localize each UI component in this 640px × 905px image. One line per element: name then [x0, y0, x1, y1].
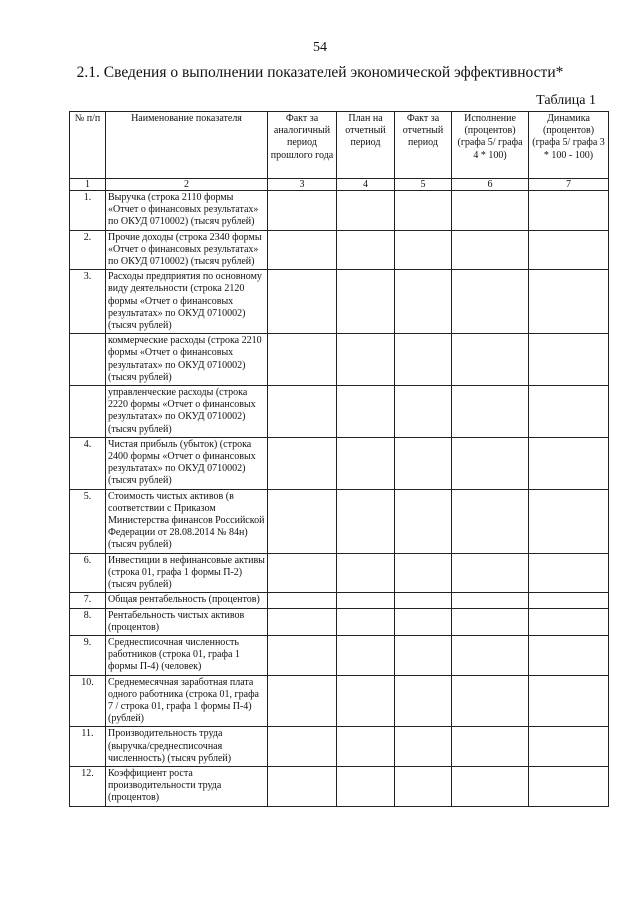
value-cell	[337, 489, 395, 553]
column-header: Факт за отчетный период	[395, 112, 452, 179]
value-cell	[395, 489, 452, 553]
table-row	[70, 386, 609, 438]
column-header: Факт за аналогичный период прошлого года	[268, 112, 337, 179]
value-cell	[395, 334, 452, 386]
indicator-name: Выручка (строка 2110 формы «Отчет о финансовых результатах» по ОКУД 0710002) (тысяч рублей)	[106, 191, 268, 231]
indicator-name: коммерческие расходы (строка 2210 формы «Отчет о финансовых результатах» по ОКУД 0710002) (тысяч рублей)	[106, 334, 268, 386]
row-number: 3.	[70, 270, 106, 334]
row-number: 11.	[70, 727, 106, 767]
value-cell	[395, 608, 452, 635]
value-cell	[529, 675, 609, 727]
value-cell	[337, 437, 395, 489]
value-cell	[268, 489, 337, 553]
value-cell	[529, 191, 609, 231]
value-cell	[452, 191, 529, 231]
value-cell	[452, 386, 529, 438]
indicator-name: Чистая прибыль (убыток) (строка 2400 формы «Отчет о финансовых результатах» по ОКУД 0710002) (тысяч рублей)	[106, 437, 268, 489]
value-cell	[337, 675, 395, 727]
row-number: 9.	[70, 635, 106, 675]
value-cell	[337, 635, 395, 675]
column-number: 2	[106, 179, 268, 191]
indicator-name: Коэффициент роста производительности труда (процентов)	[106, 766, 268, 806]
column-number: 1	[70, 179, 106, 191]
value-cell	[395, 191, 452, 231]
value-cell	[452, 608, 529, 635]
table-row	[70, 608, 609, 635]
value-cell	[395, 635, 452, 675]
column-header: План на отчетный период	[337, 112, 395, 179]
indicator-name: Расходы предприятия по основному виду деятельности (строка 2120 формы «Отчет о финансовых результатах» по ОКУД 0710002) (тысяч рублей)	[106, 270, 268, 334]
value-cell	[337, 608, 395, 635]
row-number: 8.	[70, 608, 106, 635]
column-number: 4	[337, 179, 395, 191]
value-cell	[529, 230, 609, 270]
value-cell	[268, 766, 337, 806]
row-number: 5.	[70, 489, 106, 553]
table-row	[70, 334, 609, 386]
value-cell	[452, 230, 529, 270]
row-number: 2.	[70, 230, 106, 270]
table-row	[70, 766, 609, 806]
indicator-name: Общая рентабельность (процентов)	[106, 593, 268, 608]
value-cell	[395, 386, 452, 438]
table-caption: Таблица 1	[536, 93, 596, 108]
row-number: 1.	[70, 191, 106, 231]
table-row	[70, 270, 609, 334]
value-cell	[395, 766, 452, 806]
value-cell	[268, 553, 337, 593]
value-cell	[395, 727, 452, 767]
value-cell	[337, 334, 395, 386]
value-cell	[337, 386, 395, 438]
table-row	[70, 489, 609, 553]
value-cell	[268, 675, 337, 727]
row-number	[70, 334, 106, 386]
column-number: 6	[452, 179, 529, 191]
indicator-name: Прочие доходы (строка 2340 формы «Отчет о финансовых результатах» по ОКУД 0710002) (тысяч рублей)	[106, 230, 268, 270]
table-row	[70, 593, 609, 608]
row-number	[70, 386, 106, 438]
column-number: 5	[395, 179, 452, 191]
indicator-name: Стоимость чистых активов (в соответствии с Приказом Министерства финансов Российской Федерации от 28.08.2014 № 84н) (тысяч рублей)	[106, 489, 268, 553]
value-cell	[337, 191, 395, 231]
indicator-name: управленческие расходы (строка 2220 формы «Отчет о финансовых результатах» по ОКУД 0710002) (тысяч рублей)	[106, 386, 268, 438]
value-cell	[529, 727, 609, 767]
value-cell	[529, 489, 609, 553]
value-cell	[452, 593, 529, 608]
indicator-name: Среднемесячная заработная плата одного работника (строка 01, графа 7 / строка 01, графа 1 формы П-4) (рублей)	[106, 675, 268, 727]
value-cell	[268, 334, 337, 386]
value-cell	[337, 230, 395, 270]
section-heading: 2.1. Сведения о выполнении показателей экономической эффективности*	[76, 64, 564, 81]
table-row	[70, 230, 609, 270]
value-cell	[452, 489, 529, 553]
value-cell	[452, 334, 529, 386]
column-header: № п/п	[70, 112, 106, 179]
value-cell	[529, 553, 609, 593]
row-number: 10.	[70, 675, 106, 727]
row-number: 4.	[70, 437, 106, 489]
value-cell	[529, 270, 609, 334]
column-header: Исполнение (процентов) (графа 5/ графа 4 * 100)	[452, 112, 529, 179]
value-cell	[395, 230, 452, 270]
table-row	[70, 191, 609, 231]
value-cell	[452, 553, 529, 593]
column-number-row	[70, 179, 609, 191]
value-cell	[529, 608, 609, 635]
value-cell	[268, 635, 337, 675]
value-cell	[268, 230, 337, 270]
value-cell	[452, 766, 529, 806]
header-row	[70, 112, 609, 179]
value-cell	[268, 270, 337, 334]
indicator-name: Рентабельность чистых активов (процентов)	[106, 608, 268, 635]
value-cell	[529, 386, 609, 438]
column-header: Динамика (процентов) (графа 5/ графа 3 * 100 - 100)	[529, 112, 609, 179]
value-cell	[268, 386, 337, 438]
value-cell	[268, 593, 337, 608]
column-number: 3	[268, 179, 337, 191]
value-cell	[452, 727, 529, 767]
indicator-name: Среднесписочная численность работников (строка 01, графа 1 формы П-4) (человек)	[106, 635, 268, 675]
row-number: 7.	[70, 593, 106, 608]
value-cell	[529, 593, 609, 608]
indicator-name: Инвестиции в нефинансовые активы (строка 01, графа 1 формы П-2) (тысяч рублей)	[106, 553, 268, 593]
value-cell	[268, 437, 337, 489]
value-cell	[529, 766, 609, 806]
table-row	[70, 635, 609, 675]
value-cell	[337, 766, 395, 806]
row-number: 12.	[70, 766, 106, 806]
page-number: 54	[313, 40, 327, 55]
value-cell	[395, 675, 452, 727]
value-cell	[395, 437, 452, 489]
value-cell	[337, 593, 395, 608]
value-cell	[395, 553, 452, 593]
value-cell	[395, 593, 452, 608]
value-cell	[268, 727, 337, 767]
row-number: 6.	[70, 553, 106, 593]
value-cell	[337, 270, 395, 334]
value-cell	[452, 437, 529, 489]
column-header: Наименование показателя	[106, 112, 268, 179]
column-number: 7	[529, 179, 609, 191]
table-row	[70, 437, 609, 489]
value-cell	[268, 191, 337, 231]
value-cell	[529, 635, 609, 675]
indicator-name: Производительность труда (выручка/среднесписочная численность) (тысяч рублей)	[106, 727, 268, 767]
table-row	[70, 553, 609, 593]
value-cell	[452, 270, 529, 334]
value-cell	[529, 334, 609, 386]
value-cell	[529, 437, 609, 489]
value-cell	[395, 270, 452, 334]
value-cell	[337, 727, 395, 767]
value-cell	[452, 675, 529, 727]
value-cell	[268, 608, 337, 635]
value-cell	[337, 553, 395, 593]
value-cell	[452, 635, 529, 675]
table-row	[70, 727, 609, 767]
indicators-table	[69, 111, 609, 807]
table-row	[70, 675, 609, 727]
